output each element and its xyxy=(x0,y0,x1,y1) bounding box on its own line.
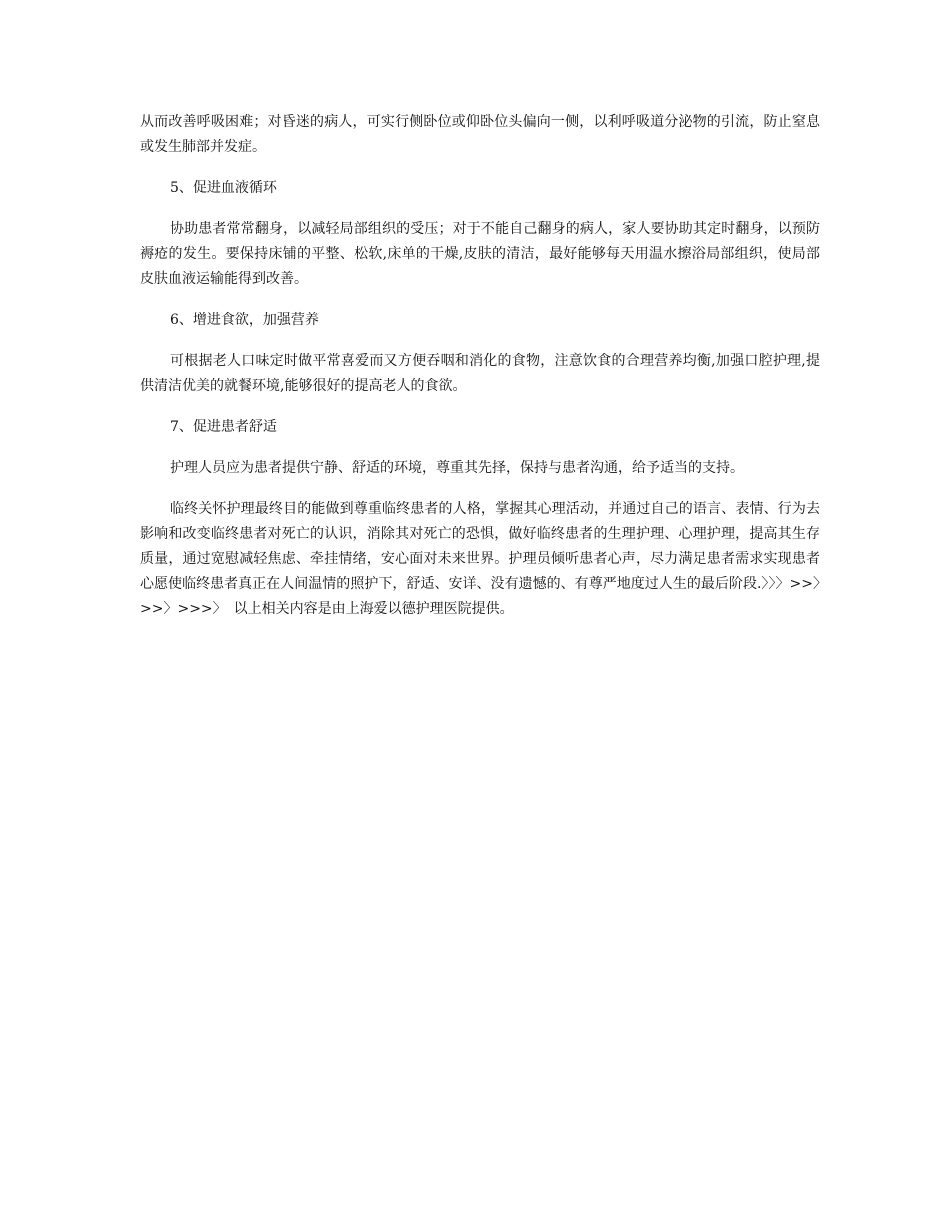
section-heading-7: 7、促进患者舒适 xyxy=(170,419,277,435)
section-heading-6: 6、增进食欲，加强营养 xyxy=(170,312,319,328)
section-body-7: 护理人员应为患者提供宁静、舒适的环境，尊重其先择，保持与患者沟通，给予适当的支持。 xyxy=(170,460,744,476)
closing-paragraph: 临终关怀护理最终目的能做到尊重临终患者的人格，掌握其心理活动，并通过自己的语言、表情、行为去影响和改变临终患者对死亡的认识，消除其对死亡的恐惧，做好临终患者的生理护理、心理护理，提高其生存质量，通过宽慰减轻焦虑、牵挂情绪，安心面对未来世界。护理员倾听患者心声，尽力满足患者需求实现患者心愿使临终患者真正在人间温情的照护下，舒适、安详、没有遗憾的、有尊严地度过人生的最后阶段.〉〉〉>>〉>>〉>>>〉 以上相关内容是由上海爱以德护理医院提供。 xyxy=(140,501,820,617)
intro-paragraph: 从而改善呼吸困难；对昏迷的病人，可实行侧卧位或仰卧位头偏向一侧，以利呼吸道分泌物的引流，防止窒息或发生肺部并发症。 xyxy=(140,114,820,155)
document-page xyxy=(140,110,820,638)
section-body-5: 协助患者常常翻身，以减轻局部组织的受压；对于不能自己翻身的病人，家人要协助其定时翻身，以预防褥疮的发生。要保持床铺的平整、松软,床单的干燥,皮肤的清洁，最好能够每天用温水擦浴局部组织，使局部皮肤血液运输能得到改善。 xyxy=(140,221,820,287)
section-body-6: 可根据老人口味定时做平常喜爱而又方便吞咽和消化的食物，注意饮食的合理营养均衡,加强口腔护理,提供清洁优美的就餐环境,能够很好的提高老人的食欲。 xyxy=(140,353,820,394)
section-heading-5: 5、促进血液循环 xyxy=(170,180,277,196)
